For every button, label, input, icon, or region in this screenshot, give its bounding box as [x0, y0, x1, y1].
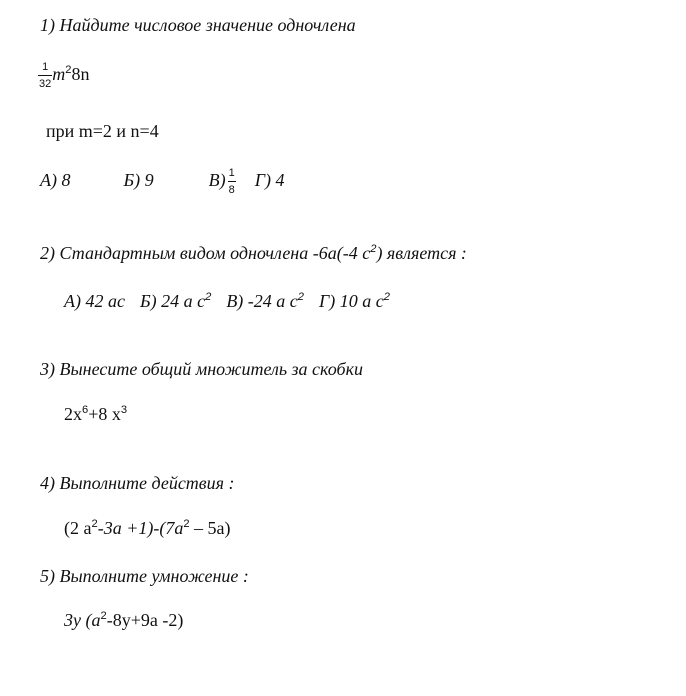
q5-expression: 3у ($а^2-8у+9а$ -2)	[64, 610, 184, 630]
q1-option-c-numerator: 1	[228, 167, 235, 179]
q1-fraction-numerator: 1	[42, 61, 49, 73]
q1-var-m: m	[52, 64, 66, 85]
q1-exp-m: 2	[65, 64, 72, 77]
q2-option-c: В) -24 а $с^2$	[226, 291, 305, 311]
q1-option-b: Б) 9	[123, 170, 154, 191]
q2-option-b: Б) 24 а $с^2$	[139, 291, 212, 311]
q1-option-a: А) 8	[40, 170, 71, 191]
q2-option-d: Г) 10 а $с^2$	[319, 291, 390, 311]
q1-options	[40, 168, 284, 196]
q1-expression	[38, 62, 89, 90]
q1-option-d: Г) 4	[254, 170, 285, 191]
q2-options	[64, 292, 390, 310]
q3-expression: $2x^6+8$ $x^3$	[64, 404, 128, 424]
q3-title: 3) Вынесите общий множитель за скобки	[40, 359, 364, 379]
q1-fraction	[38, 62, 52, 90]
q1-option-c-denominator: 8	[228, 184, 235, 196]
q5-title: 5) Выполните умножение :	[40, 566, 249, 586]
q2-option-a: А) 42 ас	[64, 291, 125, 311]
q1-option-c: В) $\frac{1}{8}$	[208, 167, 235, 196]
q1-fraction-denominator: 32	[39, 78, 52, 90]
q2-title: 2) Стандартным видом одночлена -6а(-4 $с^2$) является :	[40, 243, 467, 263]
q1-condition: при m=2 и n=4	[46, 121, 159, 141]
q4-expression: (2 $а^2-3а +1)-(7а^2 - 5а)$	[64, 518, 231, 538]
q4-title: 4) Выполните действия :	[40, 473, 235, 493]
q1-title: 1) Найдите числовое значение одночлена	[40, 15, 356, 35]
q2-title-exp: 2	[370, 243, 377, 256]
q1-expr-rest: 8n	[71, 64, 90, 85]
